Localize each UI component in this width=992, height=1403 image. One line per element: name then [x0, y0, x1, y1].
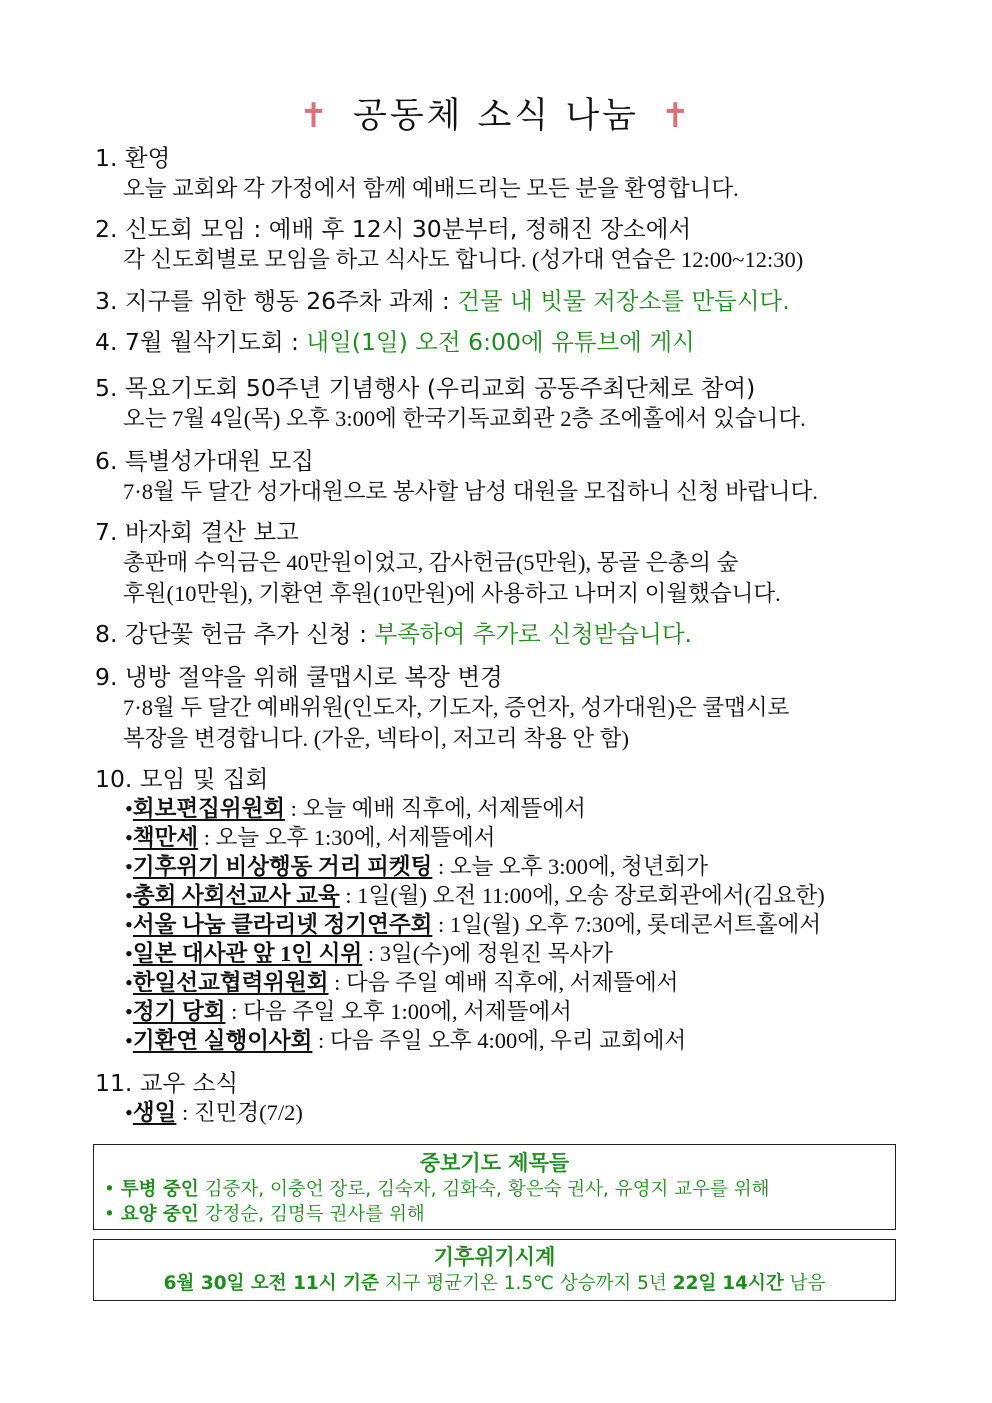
item-heading: 9. 냉방 절약을 위해 쿨맵시로 복장 변경: [95, 663, 503, 691]
meeting-detail: : 오늘 예배 직후에, 서제뜰에서: [285, 796, 586, 821]
meeting-item: •한일선교협력위원회 : 다음 주일 예배 직후에, 서제뜰에서: [125, 970, 679, 995]
page-title: [0, 88, 992, 138]
announcement-9: [95, 662, 789, 754]
heading-text: 8. 강단꽃 헌금 추가 신청 :: [95, 620, 375, 648]
item-body: 오는 7월 4일(목) 오후 3:00에 한국기독교회관 2층 조에홀에서 있습니다.: [123, 406, 806, 431]
meeting-item: •일본 대사관 앞 1인 시위 : 3일(수)에 정원진 목사가: [125, 941, 613, 966]
meeting-detail: : 오늘 오후 1:30에, 서제뜰에서: [198, 825, 496, 850]
bullet: •: [104, 1179, 121, 1200]
prayer-text: 김중자, 이충언 장로, 김숙자, 김화숙, 황은숙 권사, 유영지 교우를 위해: [198, 1179, 770, 1200]
item-body: 7·8월 두 달간 성가대원으로 봉사할 남성 대원을 모집하니 신청 바랍니다.: [123, 479, 818, 504]
highlight-text: 내일(1일) 오전 6:00에 유튜브에 게시: [306, 328, 695, 356]
announcement-11: [95, 1068, 303, 1127]
meeting-name: 한일선교협력위원회: [132, 970, 329, 995]
climate-box: [93, 1239, 896, 1301]
item-heading: 10. 모임 및 집회: [95, 765, 269, 793]
meeting-detail: : 3일(수)에 정원진 목사가: [362, 941, 613, 966]
announcement-8: [95, 619, 692, 649]
announcement-1: [95, 143, 739, 204]
heading-text: 4. 7월 월삭기도회 :: [95, 328, 307, 356]
climate-box-title: 기후위기시계: [433, 1245, 556, 1269]
item-body: 복장을 변경합니다. (가운, 넥타이, 저고리 착용 안 함): [123, 726, 629, 751]
highlight-text: 부족하여 추가로 신청받습니다.: [374, 620, 692, 648]
climate-days: 22일: [672, 1273, 717, 1294]
prayer-line: [94, 1202, 895, 1227]
meeting-detail: : 다음 주일 오후 4:00에, 우리 교회에서: [312, 1028, 687, 1053]
item-body: 총판매 수익금은 40만원이었고, 감사헌금(5만원), 몽골 은총의 숲: [123, 550, 739, 575]
climate-date: 6월 30일 오전 11시 기준: [163, 1273, 379, 1294]
announcement-7: [95, 517, 781, 609]
news-detail: : 진민경(7/2): [176, 1100, 303, 1125]
item-heading: [95, 327, 695, 357]
item-heading: 7. 바자회 결산 보고: [95, 518, 299, 546]
prayer-box: [93, 1144, 896, 1230]
announcement-2: [95, 214, 803, 275]
meeting-detail: : 오늘 오후 3:00에, 청년회가: [432, 854, 708, 879]
heading-text: 3. 지구를 위한 행동 26주차 과제 :: [95, 287, 458, 315]
climate-line: [94, 1271, 895, 1296]
meeting-name: 기환연 실행이사회: [132, 1028, 313, 1053]
item-body: 각 신도회별로 모임을 하고 식사도 합니다. (성가대 연습은 12:00~12:30): [123, 247, 804, 272]
announcement-10: [95, 764, 825, 1055]
announcement-4: [95, 327, 695, 357]
climate-text: 지구 평균기온 1.5℃ 상승까지 5년: [378, 1273, 673, 1294]
item-heading: [95, 286, 790, 316]
meeting-item: •회보편집위원회 : 오늘 예배 직후에, 서제뜰에서: [125, 796, 586, 821]
meeting-item: •기후위기 비상행동 거리 피켓팅 : 오늘 오후 3:00에, 청년회가: [125, 854, 708, 879]
meeting-name: 일본 대사관 앞 1인 시위: [132, 941, 363, 966]
item-heading: 6. 특별성가대원 모집: [95, 447, 314, 475]
meeting-item: •총회 사회선교사 교육 : 1일(월) 오전 11:00에, 오송 장로회관에서(김요한): [125, 883, 825, 908]
prayer-line: [94, 1177, 895, 1202]
meeting-detail: : 1일(월) 오전 11:00에, 오송 장로회관에서(김요한): [339, 883, 825, 908]
highlight-text: 건물 내 빗물 저장소를 만듭시다.: [457, 287, 790, 315]
meeting-detail: : 다음 주일 오후 1:00에, 서제뜰에서: [225, 999, 572, 1024]
meeting-name: 기후위기 비상행동 거리 피켓팅: [132, 854, 433, 879]
meeting-detail: : 다음 주일 예배 직후에, 서제뜰에서: [328, 970, 679, 995]
meeting-item: •기환연 실행이사회 : 다음 주일 오후 4:00에, 우리 교회에서: [125, 1028, 687, 1053]
announcement-5: [95, 373, 806, 434]
announcement-6: [95, 446, 818, 507]
announcement-3: [95, 286, 790, 316]
meeting-item: •서울 나눔 클라리넷 정기연주회 : 1일(월) 오후 7:30에, 롯데콘서트홀에서: [125, 912, 822, 937]
meeting-name: 총회 사회선교사 교육: [132, 883, 340, 908]
prayer-text: 강정순, 김명득 권사를 위해: [198, 1204, 425, 1225]
meeting-name: 책만세: [132, 825, 199, 850]
climate-hours: 14시간: [722, 1273, 784, 1294]
item-body: 7·8월 두 달간 예배위원(인도자, 기도자, 증언자, 성가대원)은 쿨맵시로: [123, 695, 790, 720]
bullet: •: [104, 1204, 121, 1225]
meeting-item: •책만세 : 오늘 오후 1:30에, 서제뜰에서: [125, 825, 496, 850]
item-heading: 11. 교우 소식: [95, 1069, 239, 1097]
meeting-name: 정기 당회: [132, 999, 226, 1024]
item-heading: 2. 신도회 모임 : 예배 후 12시 30분부터, 정해진 장소에서: [95, 215, 692, 243]
climate-remaining: 남음: [783, 1273, 826, 1294]
item-heading: 5. 목요기도회 50주년 기념행사 (우리교회 공동주최단체로 참여): [95, 374, 756, 402]
title-text: 공동체 소식 나눔: [353, 96, 639, 136]
cross-icon: ✝: [299, 96, 331, 136]
news-name: 생일: [132, 1100, 177, 1125]
meeting-item: •정기 당회 : 다음 주일 오후 1:00에, 서제뜰에서: [125, 999, 572, 1024]
prayer-label: 요양 중인: [120, 1204, 199, 1225]
cross-icon: ✝: [661, 96, 693, 136]
prayer-box-title: 중보기도 제목들: [419, 1151, 570, 1175]
item-heading: [95, 619, 692, 649]
prayer-label: 투병 중인: [120, 1179, 199, 1200]
item-body: 후원(10만원), 기환연 후원(10만원)에 사용하고 나머지 이월했습니다.: [123, 581, 781, 606]
item-heading: 1. 환영: [95, 144, 171, 172]
news-item: •생일 : 진민경(7/2): [125, 1100, 303, 1125]
item-body: 오늘 교회와 각 가정에서 함께 예배드리는 모든 분을 환영합니다.: [123, 176, 739, 201]
meeting-detail: : 1일(월) 오후 7:30에, 롯데콘서트홀에서: [432, 912, 822, 937]
meeting-name: 서울 나눔 클라리넷 정기연주회: [132, 912, 433, 937]
meeting-name: 회보편집위원회: [132, 796, 286, 821]
